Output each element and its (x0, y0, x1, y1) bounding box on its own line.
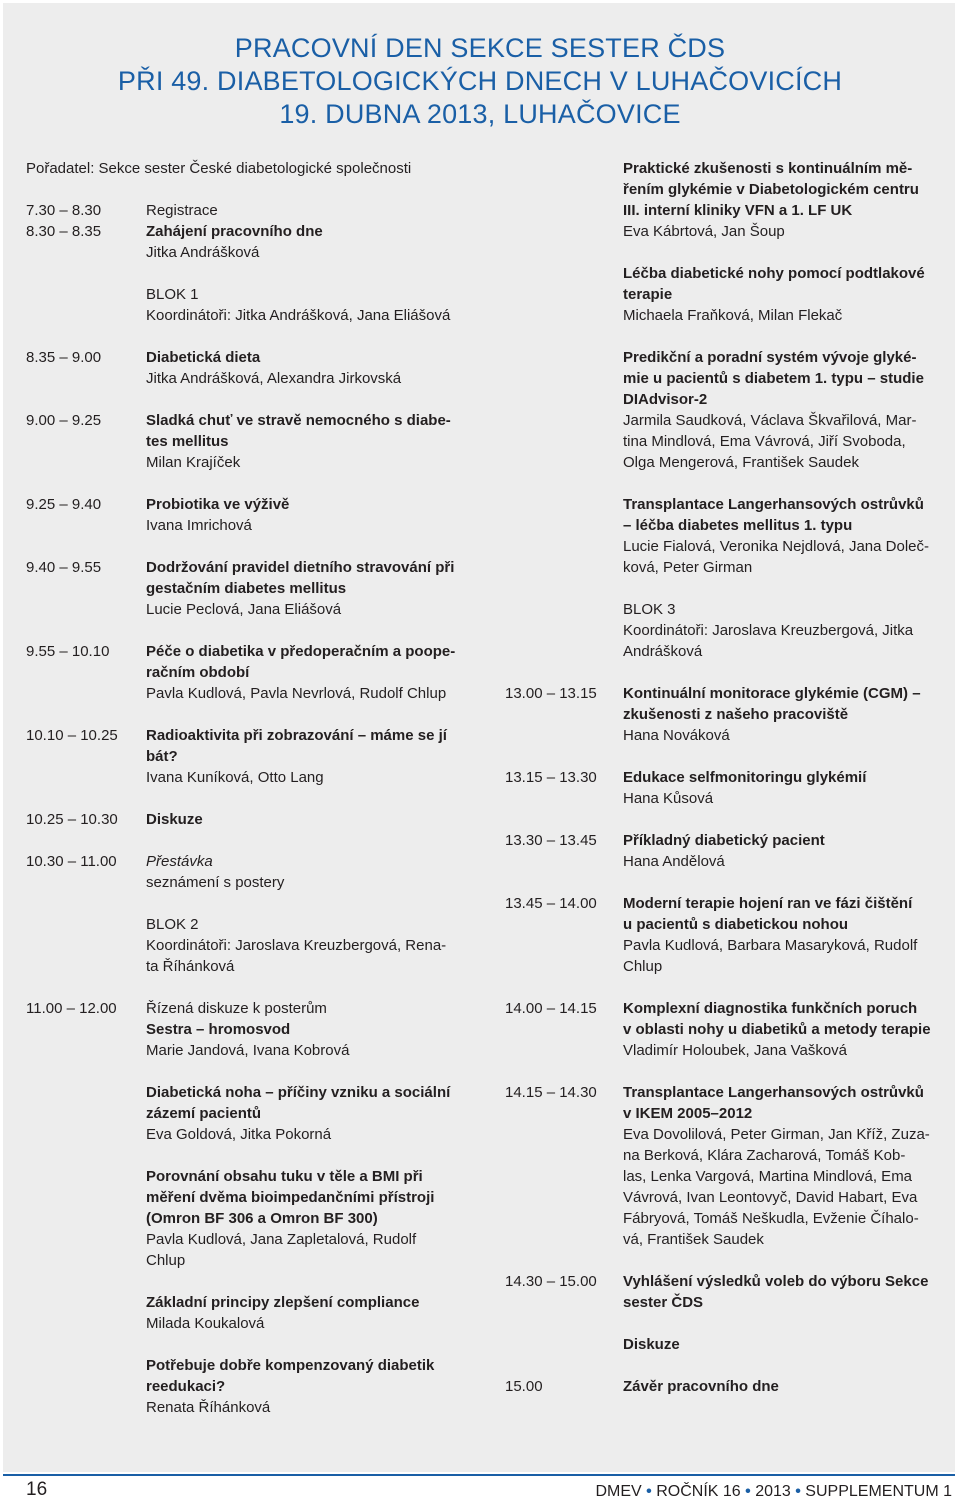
program-item (505, 683, 958, 746)
poster-speaker: tina Mindlová, Ema Vávrová, Jiří Svoboda, (623, 433, 906, 450)
poster-speaker: Chlup (146, 1252, 186, 1269)
poster-speaker: Eva Goldová, Jitka Pokorná (146, 1126, 332, 1143)
program-item (26, 998, 484, 1061)
poster-title: Potřebuje dobře kompenzovaný diabetik (146, 1357, 435, 1374)
item-speaker: Jitka Andrášková (146, 244, 260, 261)
item-discussion: Diskuze (623, 1336, 680, 1353)
item-time: 13.15 – 13.30 (505, 769, 597, 786)
program-item (26, 347, 484, 389)
footer-rule (3, 1474, 955, 1476)
item-title: zkušenosti z našeho pracoviště (623, 706, 849, 723)
blok-1 (26, 284, 484, 326)
item-title: tes mellitus (146, 433, 229, 450)
poster-title: reedukaci? (146, 1378, 226, 1395)
item-title: Radioaktivita při zobrazování – máme se jí (146, 727, 447, 744)
item-time: 14.00 – 14.15 (505, 1000, 597, 1017)
item-speaker: Jitka Andrášková, Alexandra Jirkovská (146, 370, 402, 387)
item-speaker: Hana Nováková (623, 727, 730, 744)
item-subtitle: seznámení s postery (146, 874, 285, 891)
item-title: Řízená diskuze k posterům (146, 1000, 327, 1017)
program-item (26, 410, 484, 473)
item-title: Moderní terapie hojení ran ve fázi čištění (623, 895, 913, 912)
poster-title: III. interní kliniky VFN a 1. LF UK (623, 202, 853, 219)
item-time: 8.35 – 9.00 (26, 349, 102, 366)
item-title: Diskuze (146, 811, 203, 828)
poster-title: Léčba diabetické nohy pomocí podtlakové (623, 265, 925, 282)
program-item (505, 830, 958, 872)
item-speaker: Pavla Kudlová, Barbara Masaryková, Rudolf (623, 937, 918, 954)
program-item (26, 557, 484, 620)
poster-item (505, 494, 958, 578)
item-time: 7.30 – 8.30 (26, 202, 102, 219)
poster-title: – léčba diabetes mellitus 1. typu (623, 517, 853, 534)
item-title: v oblasti nohy u diabetiků a metody terapie (623, 1021, 931, 1038)
item-title: Transplantace Langerhansových ostrůvků (623, 1084, 924, 1101)
item-speaker: Fábryová, Tomáš Neškudla, Evženie Číhalo- (623, 1210, 919, 1227)
program-item (505, 998, 958, 1061)
poster-speaker: Olga Mengerová, František Saudek (623, 454, 859, 471)
item-title: Přestávka (146, 853, 213, 870)
item-title: Závěr pracovního dne (623, 1378, 779, 1395)
item-title: Dodržování pravidel dietního stravování při (146, 559, 455, 576)
poster-item (26, 1082, 484, 1145)
poster-item (26, 1355, 484, 1418)
poster-title: měření dvěma bioimpedančními přístroji (146, 1189, 435, 1206)
poster-item (505, 158, 958, 242)
item-title: Zahájení pracovního dne (146, 223, 323, 240)
item-time: 9.55 – 10.10 (26, 643, 110, 660)
program-item (26, 725, 484, 788)
item-speaker: Marie Jandová, Ivana Kobrová (146, 1042, 350, 1059)
item-speaker: Ivana Kuníková, Otto Lang (146, 769, 324, 786)
blok-label: BLOK 3 (623, 601, 676, 618)
item-speaker: Ivana Imrichová (146, 517, 252, 534)
item-time: 10.10 – 10.25 (26, 727, 118, 744)
program-item (505, 1271, 958, 1355)
item-title: Komplexní diagnostika funkčních poruch (623, 1000, 918, 1017)
title-line-3: 19. DUBNA 2013, LUHAČOVICE (279, 99, 681, 129)
item-title: Vyhlášení výsledků voleb do výboru Sekce (623, 1273, 929, 1290)
item-speaker: Lucie Peclová, Jana Eliášová (146, 601, 342, 618)
journal-reference (595, 1482, 952, 1502)
item-speaker: Hana Kůsová (623, 790, 714, 807)
program-left-column (26, 200, 484, 1418)
program-item (26, 641, 484, 704)
blok-coordinators: Andrášková (623, 643, 703, 660)
poster-speaker: Pavla Kudlová, Jana Zapletalová, Rudolf (146, 1231, 417, 1248)
item-speaker: Milan Krajíček (146, 454, 241, 471)
separator-dot: • (745, 1483, 751, 1500)
separator-dot: • (646, 1483, 652, 1500)
item-title: Edukace selfmonitoringu glykémií (623, 769, 867, 786)
program-item (505, 1082, 958, 1250)
item-title: v IKEM 2005–2012 (623, 1105, 753, 1122)
poster-speaker: Jarmila Saudková, Václava Škvařilová, Mar- (623, 412, 917, 429)
blok-3 (505, 599, 958, 662)
item-time: 13.45 – 14.00 (505, 895, 597, 912)
journal-name: DMEV (595, 1483, 642, 1500)
item-time: 9.40 – 9.55 (26, 559, 102, 576)
item-title: sester ČDS (623, 1294, 704, 1311)
item-title: Registrace (146, 202, 218, 219)
item-time: 14.15 – 14.30 (505, 1084, 597, 1101)
item-time: 13.30 – 13.45 (505, 832, 597, 849)
program-item (505, 893, 958, 977)
poster-title: Porovnání obsahu tuku v těle a BMI při (146, 1168, 423, 1185)
blok-2 (26, 914, 484, 977)
item-time: 10.25 – 10.30 (26, 811, 118, 828)
poster-title: Diabetická noha – příčiny vzniku a sociální (146, 1084, 451, 1101)
item-time: 15.00 (505, 1378, 543, 1395)
poster-speaker: Lucie Fialová, Veronika Nejdlová, Jana Doleč- (623, 538, 929, 555)
item-speaker: Vladimír Holoubek, Jana Vašková (623, 1042, 848, 1059)
program-item (505, 767, 958, 809)
poster-title: DIAdvisor-2 (623, 391, 708, 408)
item-title: račním období (146, 664, 250, 681)
poster-item (26, 1292, 484, 1334)
program-right-column (505, 158, 958, 1397)
item-title: bát? (146, 748, 178, 765)
item-title: Probiotika ve výživě (146, 496, 290, 513)
item-speaker: na Berková, Klára Zacharová, Tomáš Kob- (623, 1147, 906, 1164)
journal-volume: ROČNÍK 16 (656, 1483, 741, 1500)
blok-coordinators: ta Říhánková (146, 958, 235, 975)
program-item (26, 200, 484, 221)
poster-speaker: Michaela Fraňková, Milan Flekač (623, 307, 843, 324)
poster-title: Praktické zkušenosti s kontinuálním mě- (623, 160, 913, 177)
poster-item (505, 263, 958, 326)
poster-title: Základní principy zlepšení compliance (146, 1294, 420, 1311)
item-time: 8.30 – 8.35 (26, 223, 102, 240)
item-speaker: las, Lenka Vargová, Martina Mindlová, Ema (623, 1168, 913, 1185)
poster-title: terapie (623, 286, 673, 303)
journal-year: 2013 (755, 1483, 791, 1500)
item-subtitle: Sestra – hromosvod (146, 1021, 291, 1038)
program-item (505, 1376, 958, 1397)
item-title: Příkladný diabetický pacient (623, 832, 825, 849)
item-title: Sladká chuť ve stravě nemocného s diabe- (146, 412, 451, 429)
program-item (26, 494, 484, 536)
item-speaker: Hana Andělová (623, 853, 725, 870)
poster-item (26, 1166, 484, 1271)
item-time: 14.30 – 15.00 (505, 1273, 597, 1290)
item-time: 13.00 – 13.15 (505, 685, 597, 702)
organizer: Pořadatel: Sekce sester České diabetologické společnosti (26, 160, 412, 177)
item-time: 9.00 – 9.25 (26, 412, 102, 429)
program-item (26, 809, 484, 830)
item-speaker: Vávrová, Ivan Leontovyč, David Habart, Eva (623, 1189, 918, 1206)
item-title: Péče o diabetika v předoperačním a poope- (146, 643, 456, 660)
poster-title: Predikční a poradní systém vývoje glyké- (623, 349, 917, 366)
page-title (0, 32, 960, 131)
program-item (26, 851, 484, 893)
item-title: Kontinuální monitorace glykémie (CGM) – (623, 685, 921, 702)
poster-speaker: Eva Kábrtová, Jan Šoup (623, 223, 785, 240)
title-line-2: PŘI 49. DIABETOLOGICKÝCH DNECH V LUHAČOVICÍCH (117, 66, 843, 96)
item-time: 11.00 – 12.00 (26, 1000, 117, 1017)
program-item (26, 221, 484, 263)
blok-coordinators: Koordinátoři: Jaroslava Kreuzbergová, Rena- (146, 937, 447, 954)
item-title: u pacientů s diabetickou nohou (623, 916, 849, 933)
poster-speaker: Renata Říhánková (146, 1399, 271, 1416)
poster-title: Transplantace Langerhansových ostrůvků (623, 496, 924, 513)
item-speaker: Pavla Kudlová, Pavla Nevrlová, Rudolf Chlup (146, 685, 447, 702)
item-time: 9.25 – 9.40 (26, 496, 102, 513)
poster-title: řením glykémie v Diabetologickém centru (623, 181, 919, 198)
poster-speaker: Milada Koukalová (146, 1315, 265, 1332)
item-speaker: Chlup (623, 958, 663, 975)
item-time: 10.30 – 11.00 (26, 853, 117, 870)
blok-label: BLOK 1 (146, 286, 199, 303)
journal-supplement: SUPPLEMENTUM 1 (805, 1483, 952, 1500)
poster-title: mie u pacientů s diabetem 1. typu – studie (623, 370, 924, 387)
poster-title: (Omron BF 306 a Omron BF 300) (146, 1210, 378, 1227)
poster-item (505, 347, 958, 473)
item-title: Diabetická dieta (146, 349, 261, 366)
blok-coordinators: Koordinátoři: Jaroslava Kreuzbergová, Jitka (623, 622, 914, 639)
blok-label: BLOK 2 (146, 916, 199, 933)
separator-dot: • (795, 1483, 801, 1500)
item-title: gestačním diabetes mellitus (146, 580, 347, 597)
title-line-1: PRACOVNÍ DEN SEKCE SESTER ČDS (234, 33, 726, 63)
page-number: 16 (26, 1479, 48, 1500)
poster-title: zázemí pacientů (146, 1105, 262, 1122)
blok-coordinators: Koordinátoři: Jitka Andrášková, Jana Eliášová (146, 307, 451, 324)
item-speaker: Eva Dovolilová, Peter Girman, Jan Kříž, Zuza- (623, 1126, 930, 1143)
item-speaker: vá, František Saudek (623, 1231, 764, 1248)
poster-speaker: ková, Peter Girman (623, 559, 753, 576)
